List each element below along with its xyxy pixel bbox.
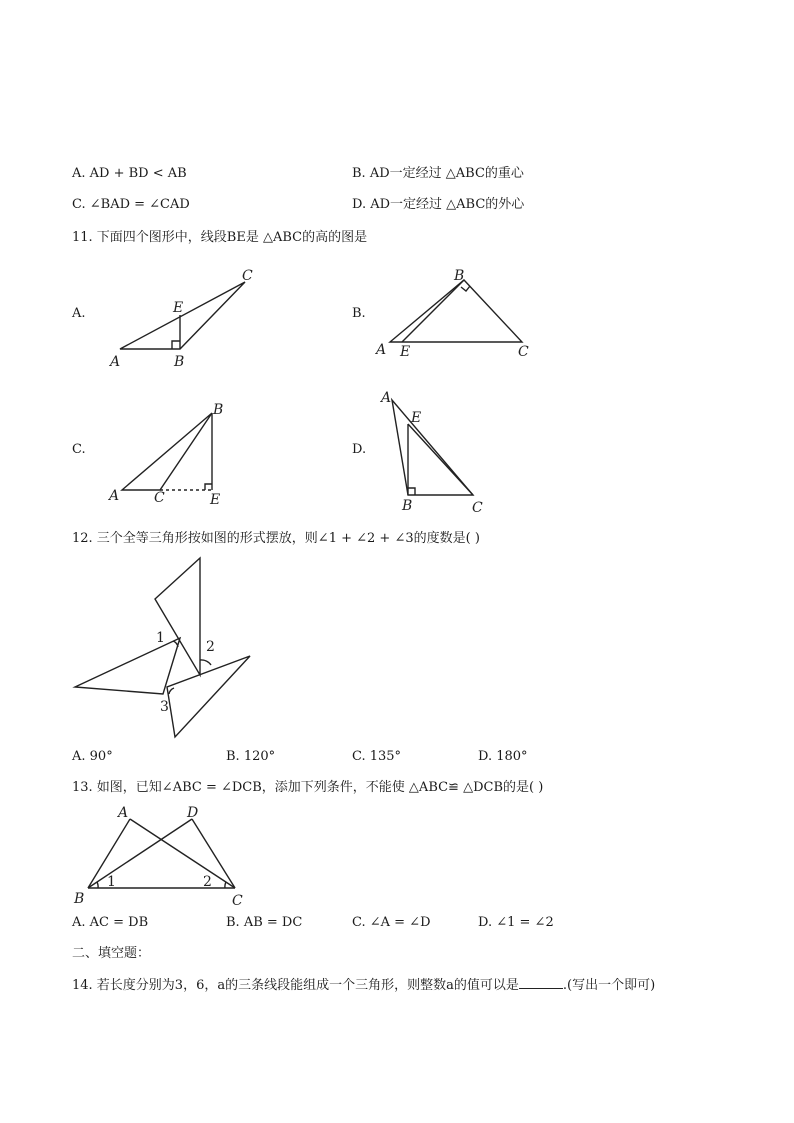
q14-stem (72, 976, 655, 995)
angle-2-label: 2 (206, 639, 215, 655)
q12-figure (70, 555, 260, 741)
vertex-label-a: A (118, 805, 129, 821)
q11-label-b: B. (352, 306, 366, 321)
vertex-label-d: D (187, 805, 199, 821)
q11-figure-b (372, 266, 542, 360)
q11-stem: 11. 下面四个图形中，线段BE是 △ABC的高的图是 (72, 230, 368, 245)
vertex-label-b: B (74, 891, 85, 907)
vertex-label-c: C (232, 893, 243, 909)
vertex-label-a: A (109, 488, 120, 504)
vertex-label-c: C (518, 344, 529, 360)
angle-3-label: 3 (160, 699, 169, 715)
q12-option-d: D. 180° (478, 749, 528, 764)
q13-option-a: A. AC = DB (72, 915, 149, 930)
q13-option-d: D. ∠1 = ∠2 (478, 915, 554, 930)
vertex-label-a: A (381, 390, 392, 406)
angle-1-label: 1 (156, 630, 165, 646)
vertex-label-b: B (402, 498, 413, 514)
section-2-title: 二、填空题： (72, 946, 151, 961)
q10-option-d: D. AD一定经过 △ABC的外心 (352, 197, 525, 212)
q12-stem: 12. 三个全等三角形按如图的形式摆放，则∠1 + ∠2 + ∠3的度数是( ) (72, 531, 480, 546)
q11-figure-c (105, 400, 235, 506)
vertex-label-c: C (472, 500, 483, 516)
q12-option-a: A. 90° (72, 749, 113, 764)
q13-stem: 13. 如图，已知∠ABC = ∠DCB，添加下列条件，不能使 △ABC≌ △DCB的是( ) (72, 780, 544, 795)
vertex-label-c: C (242, 268, 253, 284)
q13-option-c: C. ∠A = ∠D (352, 915, 431, 930)
q11-label-d: D. (352, 442, 367, 457)
q12-option-b: B. 120° (226, 749, 276, 764)
angle-1-label: 1 (107, 874, 116, 890)
vertex-label-b: B (213, 402, 224, 418)
q13-figure (70, 803, 255, 909)
q13-option-b: B. AB = DC (226, 915, 303, 930)
q11-label-c: C. (72, 442, 86, 457)
vertex-label-a: A (376, 342, 387, 358)
q11-figure-a (100, 262, 270, 374)
vertex-label-e: E (411, 410, 422, 426)
vertex-label-b: B (454, 268, 465, 284)
q10-option-a: A. AD + BD < AB (72, 166, 187, 181)
vertex-label-e: E (173, 300, 184, 316)
vertex-label-b: B (174, 354, 185, 370)
vertex-label-e: E (400, 344, 411, 360)
answer-blank[interactable] (519, 976, 563, 989)
q11-label-a: A. (72, 306, 86, 321)
vertex-label-c: C (154, 490, 165, 506)
vertex-label-a: A (110, 354, 121, 370)
angle-2-label: 2 (203, 874, 212, 890)
q10-option-c: C. ∠BAD = ∠CAD (72, 197, 190, 212)
q12-option-c: C. 135° (352, 749, 402, 764)
q14-stem-after: .(写出一个即可) (562, 978, 656, 993)
q11-figure-d (378, 390, 488, 516)
q14-stem-before: 14. 若长度分别为3，6，a的三条线段能组成一个三角形，则整数a的值可以是 (72, 978, 519, 993)
q10-option-b: B. AD一定经过 △ABC的重心 (352, 166, 524, 181)
vertex-label-e: E (210, 492, 221, 508)
